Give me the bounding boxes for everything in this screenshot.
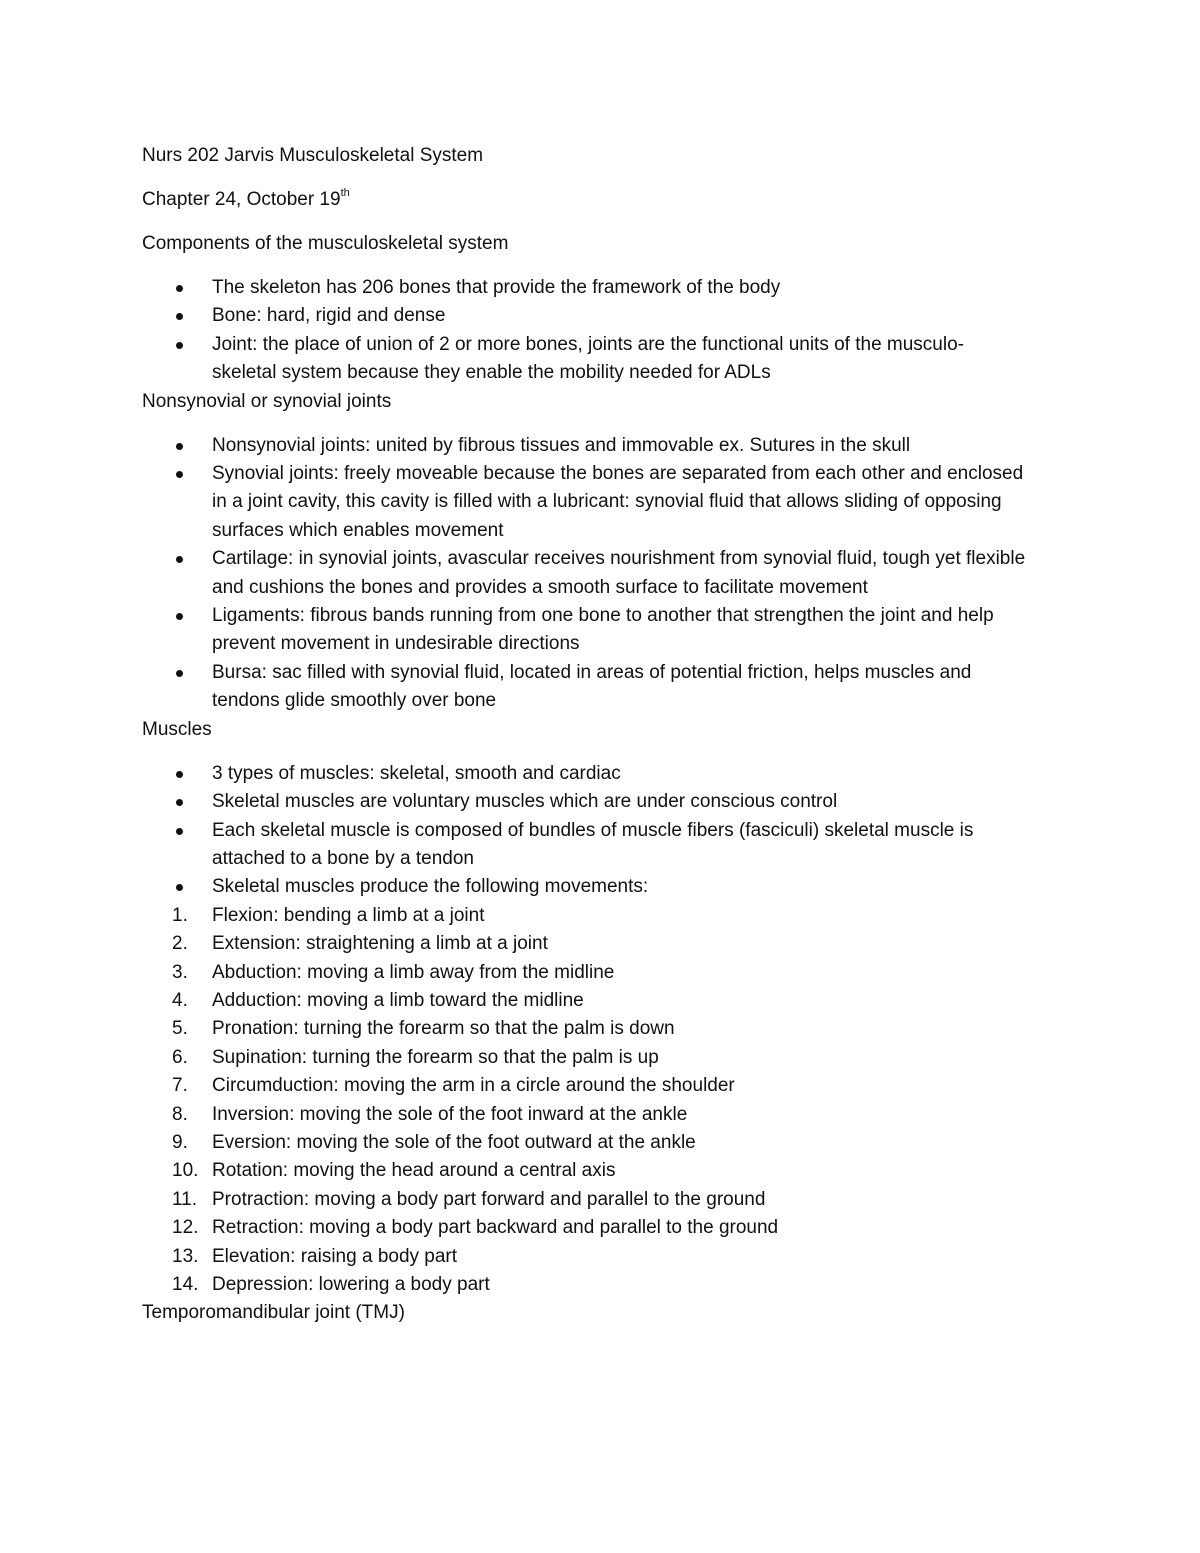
movement-number: 14. bbox=[172, 1274, 199, 1295]
list-item bbox=[142, 788, 1072, 816]
list-item bbox=[142, 760, 1072, 788]
list-item-line: Each skeletal muscle is composed of bundles of muscle fibers (fasciculi) skeletal muscle is bbox=[212, 819, 974, 841]
list-item-line: The skeleton has 206 bones that provide the framework of the body bbox=[212, 277, 781, 298]
movement-number: 11. bbox=[172, 1188, 198, 1210]
list-item-line: Synovial joints: freely moveable because the bones are separated from each other and enclosed bbox=[212, 463, 1024, 485]
movements-list bbox=[142, 902, 1072, 1300]
bullet-icon bbox=[176, 670, 183, 677]
muscles-list bbox=[142, 760, 1072, 902]
movement-text: Circumduction: moving the arm in a circle around the shoulder bbox=[212, 1075, 735, 1097]
list-item-line: and cushions the bones and provides a smooth surface to facilitate movement bbox=[212, 576, 868, 598]
movement-item bbox=[142, 1243, 1072, 1271]
bullet-icon bbox=[176, 342, 183, 349]
heading-tmj: Temporomandibular joint (TMJ) bbox=[142, 1302, 405, 1324]
list-item-line: Ligaments: fibrous bands running from one bone to another that strengthen the joint and help bbox=[212, 605, 994, 627]
heading-muscles: Muscles bbox=[142, 718, 212, 740]
list-item bbox=[142, 302, 1072, 330]
movement-item bbox=[142, 1072, 1072, 1100]
movement-text: Pronation: turning the forearm so that the palm is down bbox=[212, 1018, 675, 1040]
movement-number: 6. bbox=[172, 1046, 188, 1068]
list-item-line: Cartilage: in synovial joints, avascular receives nourishment from synovial fluid, tough yet flexible bbox=[212, 548, 1026, 570]
list-item-line: skeletal system because they enable the mobility needed for ADLs bbox=[212, 362, 771, 384]
list-item-line: tendons glide smoothly over bone bbox=[212, 690, 497, 712]
list-item bbox=[142, 602, 1072, 659]
movement-number: 9. bbox=[172, 1131, 188, 1153]
bullet-icon bbox=[176, 556, 183, 563]
movement-text: Depression: lowering a body part bbox=[212, 1274, 490, 1295]
list-item-line: Nonsynovial joints: united by fibrous tissues and immovable ex. Sutures in the skull bbox=[212, 434, 911, 456]
movement-item bbox=[142, 987, 1072, 1015]
movement-item bbox=[142, 902, 1072, 930]
movement-text: Supination: turning the forearm so that the palm is up bbox=[212, 1046, 659, 1068]
document-title: Nurs 202 Jarvis Musculoskeletal System bbox=[142, 145, 484, 166]
movement-item bbox=[142, 1101, 1072, 1129]
movement-text: Retraction: moving a body part backward and parallel to the ground bbox=[212, 1217, 779, 1239]
movement-text: Extension: straightening a limb at a joint bbox=[212, 933, 548, 955]
heading-joints: Nonsynovial or synovial joints bbox=[142, 390, 392, 412]
movement-item bbox=[142, 1186, 1072, 1214]
list-item-line: prevent movement in undesirable directions bbox=[212, 633, 580, 655]
bullet-icon bbox=[176, 613, 183, 620]
movement-number: 7. bbox=[172, 1075, 188, 1097]
movement-item bbox=[142, 1015, 1072, 1043]
movement-item bbox=[142, 1214, 1072, 1242]
movement-number: 4. bbox=[172, 989, 188, 1011]
list-item-line: surfaces which enables movement bbox=[212, 519, 504, 541]
list-item bbox=[142, 460, 1072, 545]
movement-text: Protraction: moving a body part forward and parallel to the ground bbox=[212, 1188, 766, 1210]
movement-number: 3. bbox=[172, 961, 188, 983]
movement-item bbox=[142, 1044, 1072, 1072]
movement-item bbox=[142, 930, 1072, 958]
bullet-icon bbox=[176, 828, 183, 835]
document-body bbox=[142, 142, 1072, 1327]
bullet-icon bbox=[176, 884, 183, 891]
movement-number: 13. bbox=[172, 1245, 199, 1267]
list-item-line: Skeletal muscles are voluntary muscles which are under conscious control bbox=[212, 791, 838, 813]
movement-text: Flexion: bending a limb at a joint bbox=[212, 904, 485, 926]
bullet-icon bbox=[176, 771, 183, 778]
movement-item bbox=[142, 1271, 1072, 1299]
list-item-line: in a joint cavity, this cavity is filled with a lubricant: synovial fluid that allows sliding of opposing bbox=[212, 491, 1002, 513]
components-list bbox=[142, 274, 1072, 388]
chapter-line bbox=[142, 186, 1072, 214]
list-item-line: 3 types of muscles: skeletal, smooth and cardiac bbox=[212, 762, 621, 784]
movement-number: 1. bbox=[172, 904, 188, 926]
list-item bbox=[142, 432, 1072, 460]
bullet-icon bbox=[176, 313, 183, 320]
chapter-text: Chapter 24, October 19 bbox=[142, 189, 341, 210]
heading-components: Components of the musculoskeletal system bbox=[142, 233, 509, 254]
movement-item bbox=[142, 1157, 1072, 1185]
movement-number: 12. bbox=[172, 1217, 199, 1239]
bullet-icon bbox=[176, 471, 183, 478]
bullet-icon bbox=[176, 799, 183, 806]
movement-item bbox=[142, 959, 1072, 987]
list-item bbox=[142, 545, 1072, 602]
list-item bbox=[142, 274, 1072, 302]
list-item-line: Bone: hard, rigid and dense bbox=[212, 305, 446, 327]
movement-text: Eversion: moving the sole of the foot outward at the ankle bbox=[212, 1131, 696, 1153]
list-item-line: Skeletal muscles produce the following movements: bbox=[212, 876, 649, 898]
movement-text: Abduction: moving a limb away from the midline bbox=[212, 961, 615, 983]
movement-text: Elevation: raising a body part bbox=[212, 1245, 458, 1267]
movement-number: 10. bbox=[172, 1160, 199, 1182]
movement-text: Rotation: moving the head around a central axis bbox=[212, 1160, 616, 1182]
list-item-line: Joint: the place of union of 2 or more bones, joints are the functional units of the musculo- bbox=[212, 333, 964, 355]
list-item-line: Bursa: sac filled with synovial fluid, located in areas of potential friction, helps muscles and bbox=[212, 661, 972, 683]
chapter-superscript: th bbox=[340, 186, 350, 199]
list-item-line: attached to a bone by a tendon bbox=[212, 847, 474, 869]
movement-number: 2. bbox=[172, 933, 188, 955]
list-item bbox=[142, 659, 1072, 716]
movement-number: 5. bbox=[172, 1018, 188, 1040]
movement-item bbox=[142, 1129, 1072, 1157]
joints-list bbox=[142, 432, 1072, 716]
movement-number: 8. bbox=[172, 1103, 188, 1125]
bullet-icon bbox=[176, 443, 183, 450]
list-item bbox=[142, 873, 1072, 901]
bullet-icon bbox=[176, 285, 183, 292]
list-item bbox=[142, 331, 1072, 388]
movement-text: Inversion: moving the sole of the foot inward at the ankle bbox=[212, 1103, 688, 1125]
movement-text: Adduction: moving a limb toward the midline bbox=[212, 989, 584, 1011]
list-item bbox=[142, 817, 1072, 874]
